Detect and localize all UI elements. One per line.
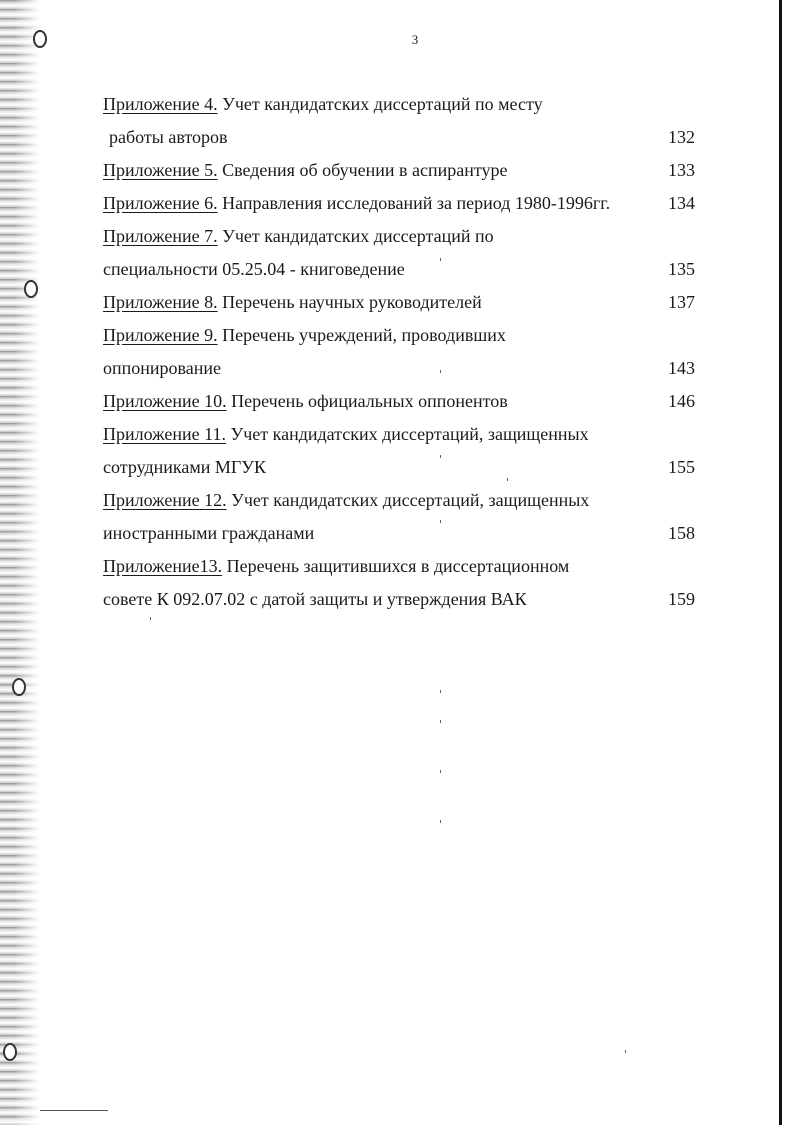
toc-entry [103, 484, 695, 550]
appendix-title: Перечень защитившихся в диссертационном [226, 556, 570, 576]
appendix-title: Перечень официальных оппонентов [231, 391, 508, 411]
appendix-title-continued: совете К 092.07.02 с датой защиты и утверждения ВАК [103, 589, 527, 609]
appendix-title: Перечень учреждений, проводивших [222, 325, 506, 345]
page-ref: 158 [668, 523, 695, 543]
appendix-label[interactable]: Приложение 10. [103, 391, 227, 411]
toc-entry [103, 550, 695, 616]
appendix-title-continued: специальности 05.25.04 - книговедение [103, 259, 405, 279]
page-ref: 137 [668, 292, 695, 312]
punch-hole-mark [12, 678, 26, 696]
appendix-label[interactable]: Приложение 6. [103, 193, 218, 213]
page-ref: 134 [668, 193, 695, 213]
page-ref: 155 [668, 457, 695, 477]
toc-entry [103, 187, 695, 220]
page-ref: 159 [668, 589, 695, 609]
appendix-label[interactable]: Приложение 4. [103, 94, 218, 114]
appendix-label[interactable]: Приложение 8. [103, 292, 218, 312]
page-ref: 133 [668, 160, 695, 180]
appendix-title-continued: оппонирование [103, 358, 222, 378]
appendix-title-continued: сотрудниками МГУК [103, 457, 267, 477]
appendix-title: Учет кандидатских диссертаций, защищенных [230, 424, 589, 444]
appendix-title: Направления исследований за период 1980-1996гг. [222, 193, 611, 213]
toc-entry [103, 319, 695, 385]
appendix-title-continued: работы авторов [109, 127, 228, 147]
appendix-label[interactable]: Приложение 5. [103, 160, 218, 180]
toc-entry [103, 418, 695, 484]
page-right-border [779, 0, 782, 1125]
page-ref: 143 [668, 358, 695, 378]
appendix-label[interactable]: Приложение13. [103, 556, 223, 576]
appendix-label[interactable]: Приложение 12. [103, 490, 227, 510]
appendix-label[interactable]: Приложение 11. [103, 424, 226, 444]
page-ref: 132 [668, 127, 695, 147]
scan-bottom-mark [40, 1110, 108, 1111]
appendix-title: Перечень научных руководителей [222, 292, 482, 312]
punch-hole-mark [3, 1043, 17, 1061]
toc-entry [103, 154, 695, 187]
appendix-title: Сведения об обучении в аспирантуре [222, 160, 508, 180]
appendix-label[interactable]: Приложение 9. [103, 325, 218, 345]
page-ref: 146 [668, 391, 695, 411]
toc-entry [103, 220, 695, 286]
appendix-title: Учет кандидатских диссертаций по месту [222, 94, 543, 114]
toc-entry [103, 385, 695, 418]
appendix-title-continued: иностранными гражданами [103, 523, 315, 543]
appendix-label[interactable]: Приложение 7. [103, 226, 218, 246]
appendix-title: Учет кандидатских диссертаций по [222, 226, 494, 246]
table-of-contents [103, 88, 695, 616]
scan-edge-shadow [0, 0, 34, 1125]
page-ref: 135 [668, 259, 695, 279]
page-number: 3 [411, 32, 419, 47]
toc-entry [103, 88, 695, 154]
toc-entry [103, 286, 695, 319]
appendix-title: Учет кандидатских диссертаций, защищенных [231, 490, 590, 510]
punch-hole-mark [24, 280, 38, 298]
